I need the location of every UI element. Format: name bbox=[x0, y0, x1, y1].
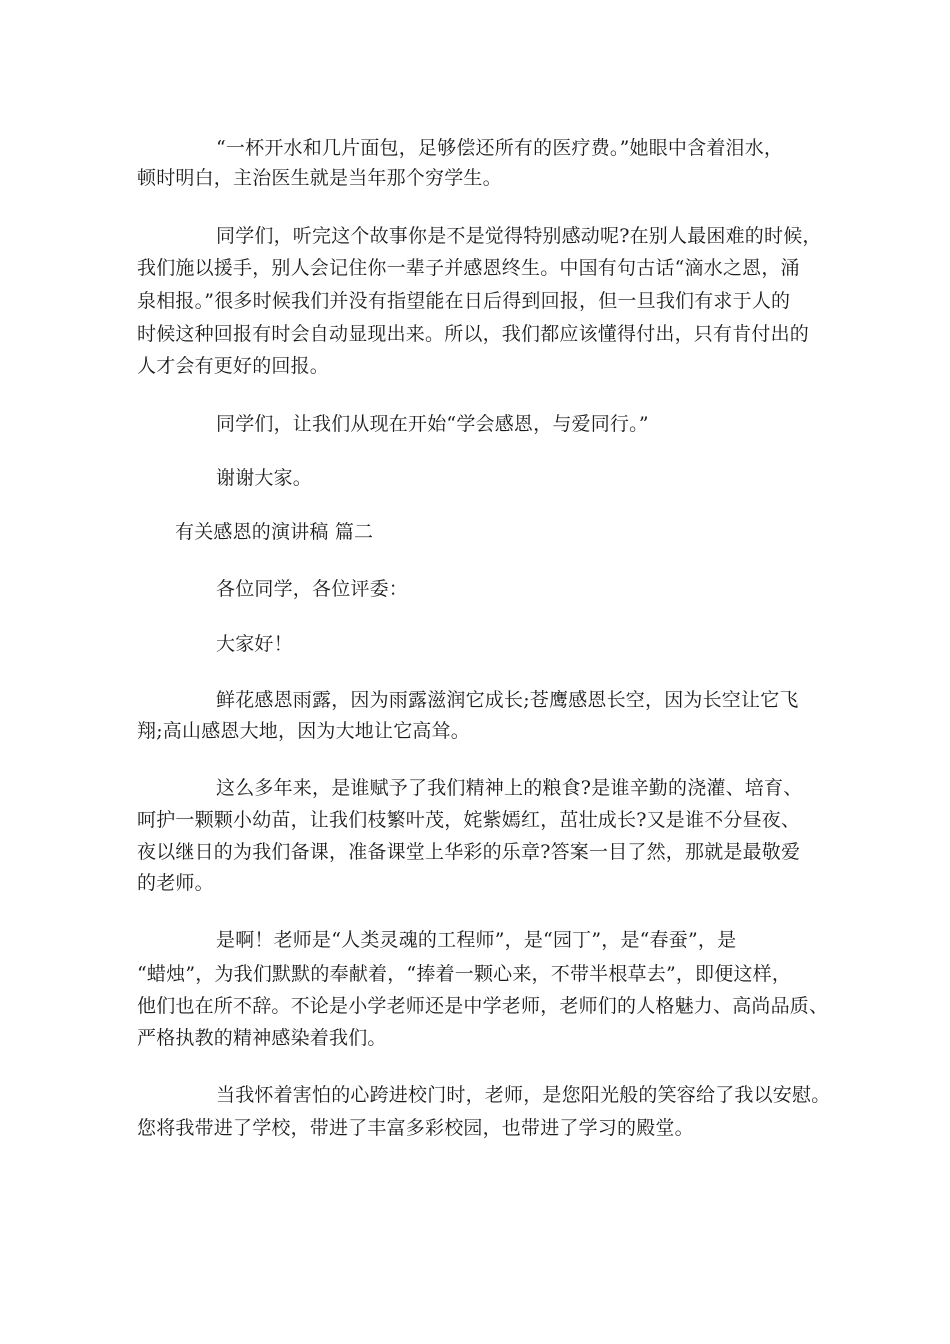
text-line: 夜以继日的为我们备课，准备课堂上华彩的乐章?答案一目了然，那就是最敬爱 bbox=[137, 841, 801, 863]
text-line: 谢谢大家。 bbox=[216, 467, 313, 489]
text-line: 时候这种回报有时会自动显现出来。所以，我们都应该懂得付出，只有肯付出的 bbox=[137, 323, 810, 345]
text-line: 大家好！ bbox=[216, 633, 293, 655]
text-line: 各位同学，各位评委： bbox=[216, 578, 409, 600]
text-line: 同学们，让我们从现在开始“学会感恩，与爱同行。” bbox=[216, 413, 649, 435]
text-line: 鲜花感恩雨露，因为雨露滋润它成长;苍鹰感恩长空，因为长空让它飞 bbox=[216, 689, 799, 711]
text-line: 呵护一颗颗小幼苗，让我们枝繁叶茂，姹紫嫣红，茁壮成长?又是谁不分昼夜、 bbox=[137, 809, 801, 831]
text-line: 的老师。 bbox=[137, 872, 214, 894]
text-line: 严格执教的精神感染着我们。 bbox=[137, 1027, 387, 1049]
text-line: 这么多年来，是谁赋予了我们精神上的粮食?是谁辛勤的浇灌、培育、 bbox=[216, 777, 803, 799]
text-line: 泉相报。”很多时候我们并没有指望能在日后得到回报，但一旦我们有求于人的 bbox=[137, 290, 791, 312]
text-line: 他们也在所不辞。不论是小学老师还是中学老师，老师们的人格魅力、高尚品质、 bbox=[137, 995, 829, 1017]
text-line: “一杯开水和几片面包，足够偿还所有的医疗费。”她眼中含着泪水， bbox=[216, 137, 784, 159]
text-line: 当我怀着害怕的心跨进校门时，老师，是您阳光般的笑容给了我以安慰。 bbox=[216, 1084, 831, 1106]
text-line: 翔;高山感恩大地，因为大地让它高耸。 bbox=[137, 720, 471, 742]
section-heading: 有关感恩的演讲稿 篇二 bbox=[175, 521, 374, 543]
text-line: 是啊！老师是“人类灵魂的工程师”，是“园丁”，是“春蚕”，是 bbox=[216, 929, 737, 951]
text-line: 您将我带进了学校，带进了丰富多彩校园，也带进了学习的殿堂。 bbox=[137, 1117, 694, 1139]
text-line: “蜡烛”，为我们默默的奉献着，“捧着一颗心来，不带半根草去”，即便这样， bbox=[137, 963, 792, 985]
text-line: 顿时明白，主治医生就是当年那个穷学生。 bbox=[137, 167, 502, 189]
text-line: 同学们，听完这个故事你是不是觉得特别感动呢?在别人最困难的时候， bbox=[216, 225, 822, 247]
text-line: 人才会有更好的回报。 bbox=[137, 355, 330, 377]
text-line: 我们施以援手，别人会记住你一辈子并感恩终生。中国有句古话“滴水之恩，涌 bbox=[137, 257, 800, 279]
